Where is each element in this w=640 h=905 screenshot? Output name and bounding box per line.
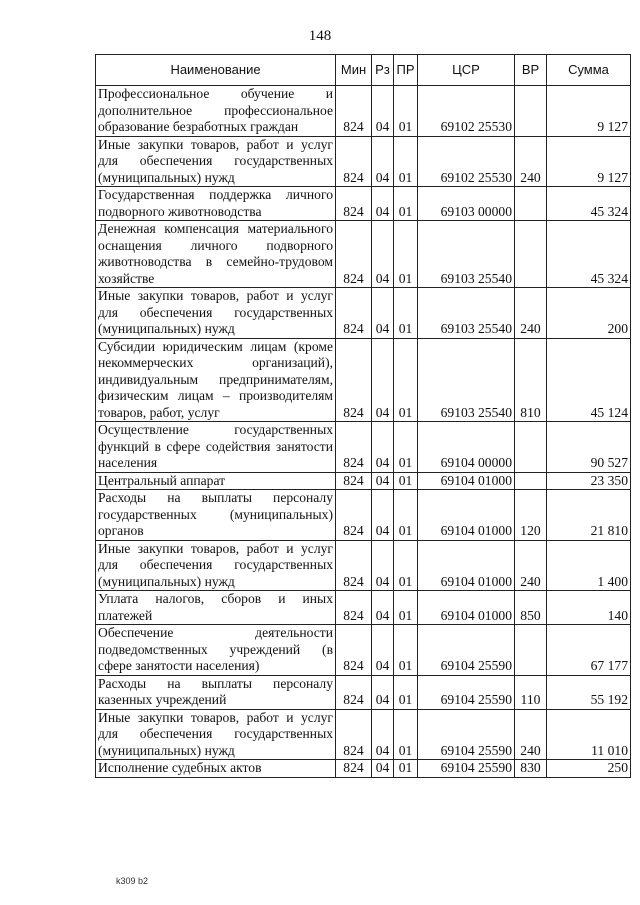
cell-min: 824 xyxy=(336,490,372,541)
cell-min: 824 xyxy=(336,338,372,422)
cell-sum: 90 527 xyxy=(547,422,631,473)
header-min: Мин xyxy=(336,55,372,86)
cell-rz: 04 xyxy=(372,422,394,473)
cell-csr: 69104 25590 xyxy=(418,760,515,778)
header-vr: ВР xyxy=(515,55,547,86)
cell-pr: 01 xyxy=(394,338,418,422)
cell-rz: 04 xyxy=(372,490,394,541)
cell-sum: 9 127 xyxy=(547,136,631,187)
table-row xyxy=(96,422,631,473)
cell-min: 824 xyxy=(336,136,372,187)
cell-sum: 45 324 xyxy=(547,187,631,221)
cell-rz: 04 xyxy=(372,625,394,676)
header-csr: ЦСР xyxy=(418,55,515,86)
cell-sum: 1 400 xyxy=(547,540,631,591)
cell-pr: 01 xyxy=(394,187,418,221)
table-row xyxy=(96,490,631,541)
cell-rz: 04 xyxy=(372,760,394,778)
cell-csr: 69104 01000 xyxy=(418,540,515,591)
cell-csr: 69104 25590 xyxy=(418,625,515,676)
cell-csr: 69104 00000 xyxy=(418,422,515,473)
cell-vr: 240 xyxy=(515,288,547,339)
cell-vr: 810 xyxy=(515,338,547,422)
cell-sum: 200 xyxy=(547,288,631,339)
cell-name: Иные закупки товаров, работ и услуг для обеспечения государственных (муниципальных) нужд xyxy=(96,540,336,591)
cell-sum: 11 010 xyxy=(547,709,631,760)
cell-name: Осуществление государственных функций в сфере содействия занятости населения xyxy=(96,422,336,473)
table-row xyxy=(96,540,631,591)
cell-rz: 04 xyxy=(372,288,394,339)
cell-pr: 01 xyxy=(394,760,418,778)
cell-sum: 250 xyxy=(547,760,631,778)
header-name: Наименование xyxy=(96,55,336,86)
header-pr: ПР xyxy=(394,55,418,86)
table-row xyxy=(96,288,631,339)
cell-pr: 01 xyxy=(394,625,418,676)
cell-sum: 9 127 xyxy=(547,86,631,137)
cell-pr: 01 xyxy=(394,490,418,541)
cell-csr: 69104 25590 xyxy=(418,675,515,709)
cell-name: Обеспечение деятельности подведомственных учреждений (в сфере занятости населения) xyxy=(96,625,336,676)
cell-rz: 04 xyxy=(372,709,394,760)
cell-name: Иные закупки товаров, работ и услуг для обеспечения государственных (муниципальных) нужд xyxy=(96,136,336,187)
cell-vr xyxy=(515,472,547,490)
cell-pr: 01 xyxy=(394,472,418,490)
cell-name: Исполнение судебных актов xyxy=(96,760,336,778)
cell-pr: 01 xyxy=(394,591,418,625)
cell-vr xyxy=(515,187,547,221)
cell-pr: 01 xyxy=(394,136,418,187)
cell-rz: 04 xyxy=(372,338,394,422)
cell-min: 824 xyxy=(336,288,372,339)
table-row xyxy=(96,472,631,490)
cell-rz: 04 xyxy=(372,221,394,288)
cell-name: Расходы на выплаты персоналу казенных учреждений xyxy=(96,675,336,709)
page-number: 148 xyxy=(308,28,332,44)
cell-vr xyxy=(515,625,547,676)
cell-min: 824 xyxy=(336,221,372,288)
cell-sum: 45 324 xyxy=(547,221,631,288)
cell-csr: 69104 01000 xyxy=(418,472,515,490)
cell-min: 824 xyxy=(336,540,372,591)
cell-rz: 04 xyxy=(372,591,394,625)
header-rz: Рз xyxy=(372,55,394,86)
cell-vr: 850 xyxy=(515,591,547,625)
cell-vr xyxy=(515,86,547,137)
cell-min: 824 xyxy=(336,187,372,221)
cell-name: Профессиональное обучение и дополнительное профессиональное образование безработных граждан xyxy=(96,86,336,137)
cell-vr: 240 xyxy=(515,540,547,591)
cell-rz: 04 xyxy=(372,472,394,490)
cell-sum: 45 124 xyxy=(547,338,631,422)
table-row xyxy=(96,675,631,709)
cell-name: Иные закупки товаров, работ и услуг для обеспечения государственных (муниципальных) нужд xyxy=(96,288,336,339)
cell-sum: 23 350 xyxy=(547,472,631,490)
cell-vr xyxy=(515,422,547,473)
budget-table xyxy=(95,54,631,778)
cell-csr: 69104 01000 xyxy=(418,591,515,625)
cell-min: 824 xyxy=(336,86,372,137)
cell-pr: 01 xyxy=(394,540,418,591)
cell-name: Иные закупки товаров, работ и услуг для обеспечения государственных (муниципальных) нужд xyxy=(96,709,336,760)
cell-pr: 01 xyxy=(394,288,418,339)
cell-vr xyxy=(515,221,547,288)
table-header-row xyxy=(96,55,631,86)
cell-vr: 830 xyxy=(515,760,547,778)
cell-sum: 140 xyxy=(547,591,631,625)
cell-min: 824 xyxy=(336,422,372,473)
cell-vr: 120 xyxy=(515,490,547,541)
cell-csr: 69102 25530 xyxy=(418,86,515,137)
cell-rz: 04 xyxy=(372,540,394,591)
cell-pr: 01 xyxy=(394,422,418,473)
header-sum: Сумма xyxy=(547,55,631,86)
cell-csr: 69104 25590 xyxy=(418,709,515,760)
cell-rz: 04 xyxy=(372,86,394,137)
table-row xyxy=(96,187,631,221)
table-row xyxy=(96,709,631,760)
cell-pr: 01 xyxy=(394,709,418,760)
cell-sum: 67 177 xyxy=(547,625,631,676)
cell-min: 824 xyxy=(336,591,372,625)
cell-name: Субсидии юридическим лицам (кроме некоммерческих организаций), индивидуальным предпринимателям, физическим лицам – производителям товаров, работ, услуг xyxy=(96,338,336,422)
cell-sum: 21 810 xyxy=(547,490,631,541)
cell-sum: 55 192 xyxy=(547,675,631,709)
table-body xyxy=(96,86,631,778)
cell-csr: 69104 01000 xyxy=(418,490,515,541)
cell-rz: 04 xyxy=(372,187,394,221)
table-row xyxy=(96,338,631,422)
cell-name: Расходы на выплаты персоналу государственных (муниципальных) органов xyxy=(96,490,336,541)
cell-csr: 69103 25540 xyxy=(418,338,515,422)
cell-pr: 01 xyxy=(394,86,418,137)
cell-csr: 69103 25540 xyxy=(418,288,515,339)
cell-csr: 69102 25530 xyxy=(418,136,515,187)
cell-min: 824 xyxy=(336,625,372,676)
table-row xyxy=(96,625,631,676)
cell-pr: 01 xyxy=(394,675,418,709)
table-row xyxy=(96,86,631,137)
cell-min: 824 xyxy=(336,472,372,490)
table-row xyxy=(96,221,631,288)
table-row xyxy=(96,760,631,778)
cell-name: Уплата налогов, сборов и иных платежей xyxy=(96,591,336,625)
cell-min: 824 xyxy=(336,709,372,760)
cell-vr: 240 xyxy=(515,136,547,187)
cell-vr: 110 xyxy=(515,675,547,709)
cell-vr: 240 xyxy=(515,709,547,760)
cell-name: Государственная поддержка личного подворного животноводства xyxy=(96,187,336,221)
footer-code: k309 b2 xyxy=(116,876,149,886)
cell-name: Денежная компенсация материального оснащения личного подворного животноводства в семейно-трудовом хозяйстве xyxy=(96,221,336,288)
cell-csr: 69103 25540 xyxy=(418,221,515,288)
table-row xyxy=(96,136,631,187)
cell-name: Центральный аппарат xyxy=(96,472,336,490)
cell-rz: 04 xyxy=(372,675,394,709)
cell-min: 824 xyxy=(336,675,372,709)
table-row xyxy=(96,591,631,625)
cell-rz: 04 xyxy=(372,136,394,187)
cell-csr: 69103 00000 xyxy=(418,187,515,221)
cell-min: 824 xyxy=(336,760,372,778)
cell-pr: 01 xyxy=(394,221,418,288)
